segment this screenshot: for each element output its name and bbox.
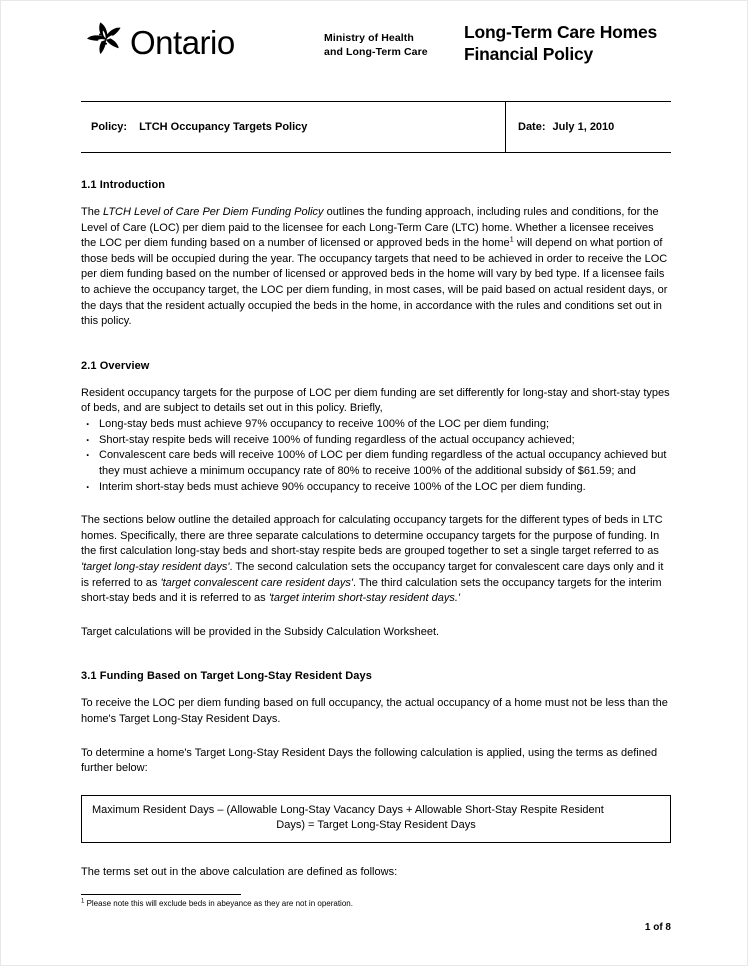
policy-value: LTCH Occupancy Targets Policy — [139, 121, 308, 133]
overview-term-interim: 'target interim short-stay resident days.' — [268, 592, 460, 605]
heading-introduction: 1.1 Introduction — [81, 179, 166, 191]
ontario-trillium-logo — [85, 19, 127, 61]
list-item: · Short-stay respite beds will receive 100% of funding regardless of the actual occupancy achieved; — [81, 433, 671, 449]
ministry-name — [324, 31, 428, 59]
formula-line-2: Days) = Target Long-Stay Resident Days — [276, 819, 476, 832]
paragraph-funding-2: To determine a home's Target Long-Stay Resident Days the following calculation is applied, using the terms as defined further below: — [81, 746, 658, 775]
ontario-wordmark: Ontario — [130, 23, 235, 61]
document-title-line-1: Long-Term Care Homes — [464, 22, 658, 42]
overview-p2-b: . The second calculation sets the occupancy target for convalescent care days only and it is referred to as — [81, 560, 664, 589]
paragraph-target-calculations: Target calculations will be provided in the Subsidy Calculation Worksheet. — [81, 625, 440, 638]
list-item: · Long-stay beds must achieve 97% occupancy to receive 100% of the LOC per diem funding; — [81, 417, 671, 433]
policy-label: Policy: — [91, 121, 128, 133]
page-footer — [81, 894, 671, 933]
list-item: · Convalescent care beds will receive 100% of LOC per diem funding regardless of the actual occupancy achieved but they must achieve a minimum occupancy rate of 80% to receive 100% of the additional subsidy of $61.59; and — [81, 448, 671, 479]
paragraph-introduction — [81, 205, 671, 330]
paragraph-terms-defined: The terms set out in the above calculation are defined as follows: — [81, 866, 398, 879]
page-content — [81, 1, 671, 881]
policy-date-cell — [506, 102, 671, 152]
document-title-line-2: Financial Policy — [464, 44, 594, 65]
paragraph-overview-intro: Resident occupancy targets for the purpose of LOC per diem funding are set differently for long-stay and short-stay types of beds, and are subject to details set out in this policy. Briefly, — [81, 386, 670, 415]
overview-term-convalescent: 'target convalescent care resident days' — [160, 576, 354, 589]
formula-line-1: Maximum Resident Days – (Allowable Long-Stay Vacancy Days + Allowable Short-Stay Respite Resident — [92, 803, 604, 816]
intro-text-b: outlines the funding approach, including rules and conditions, for the Level of Care (LOC) per diem paid to the licensee for each Long-Term Care (LTC) home. Whether a licensee receives the LOC per diem funding based on a number of licensed or approved beds in the home — [81, 206, 659, 250]
policy-name-cell — [81, 102, 506, 152]
page-number: 1 of 8 — [644, 922, 671, 933]
paragraph-funding-1: To receive the LOC per diem funding based on full occupancy, the actual occupancy of a home must not be less than the home's Target Long-Stay Resident Days. — [81, 697, 668, 726]
footnote-text: Please note this will exclude beds in abeyance as they are not in operation. — [84, 899, 353, 908]
overview-p2-c: . The third calculation sets the occupancy targets for the interim short-stay beds and it is referred to as — [81, 576, 662, 605]
intro-policy-title-italic: LTCH Level of Care Per Diem Funding Policy — [103, 206, 324, 218]
policy-header-box — [81, 101, 671, 153]
footnote-separator — [81, 894, 241, 895]
ministry-line-1: Ministry of Health — [324, 32, 414, 44]
footnote-reference-1: 1 — [509, 234, 514, 244]
footnote-1 — [81, 899, 671, 909]
paragraph-overview-calculations — [81, 513, 671, 607]
overview-p2-a: The sections below outline the detailed approach for calculating occupancy targets for the different types of beds in LTC homes. Specifically, there are three separate calculations to determine occupancy targets for the purpose of funding. In the first calculation long-stay beds and short-stay respite beds are grouped together to set a single target referred to as — [81, 514, 663, 558]
overview-bullet-list — [81, 417, 671, 495]
list-item: · Interim short-stay beds must achieve 90% occupancy to receive 100% of the LOC per diem funding. — [81, 480, 671, 496]
formula-box — [81, 795, 671, 843]
intro-text-a: The — [81, 206, 104, 218]
ontario-brand — [85, 23, 235, 61]
document-title — [464, 21, 657, 66]
ministry-line-2: and Long-Term Care — [324, 46, 428, 59]
overview-term-long-stay: 'target long-stay resident days' — [81, 560, 230, 573]
masthead — [81, 1, 671, 101]
date-value: July 1, 2010 — [552, 121, 615, 133]
heading-funding: 3.1 Funding Based on Target Long-Stay Resident Days — [81, 670, 372, 683]
intro-text-c: will depend on what portion of those beds will be occupied during the year. The occupancy targets that need to be achieved in order to receive the LOC per diem funding based on the number of licensed or approved beds in the home will vary by bed type. If a licensee fails to achieve the occupancy target, the LOC per diem funding, in most cases, will be paid based on actual resident days, or the days that the resident actually occupied the beds in the home, in accordance with the rules and conditions set out in this policy. — [81, 237, 668, 328]
date-label: Date: — [518, 121, 546, 133]
footnote-marker: 1 — [81, 898, 85, 905]
heading-overview: 2.1 Overview — [81, 359, 150, 372]
